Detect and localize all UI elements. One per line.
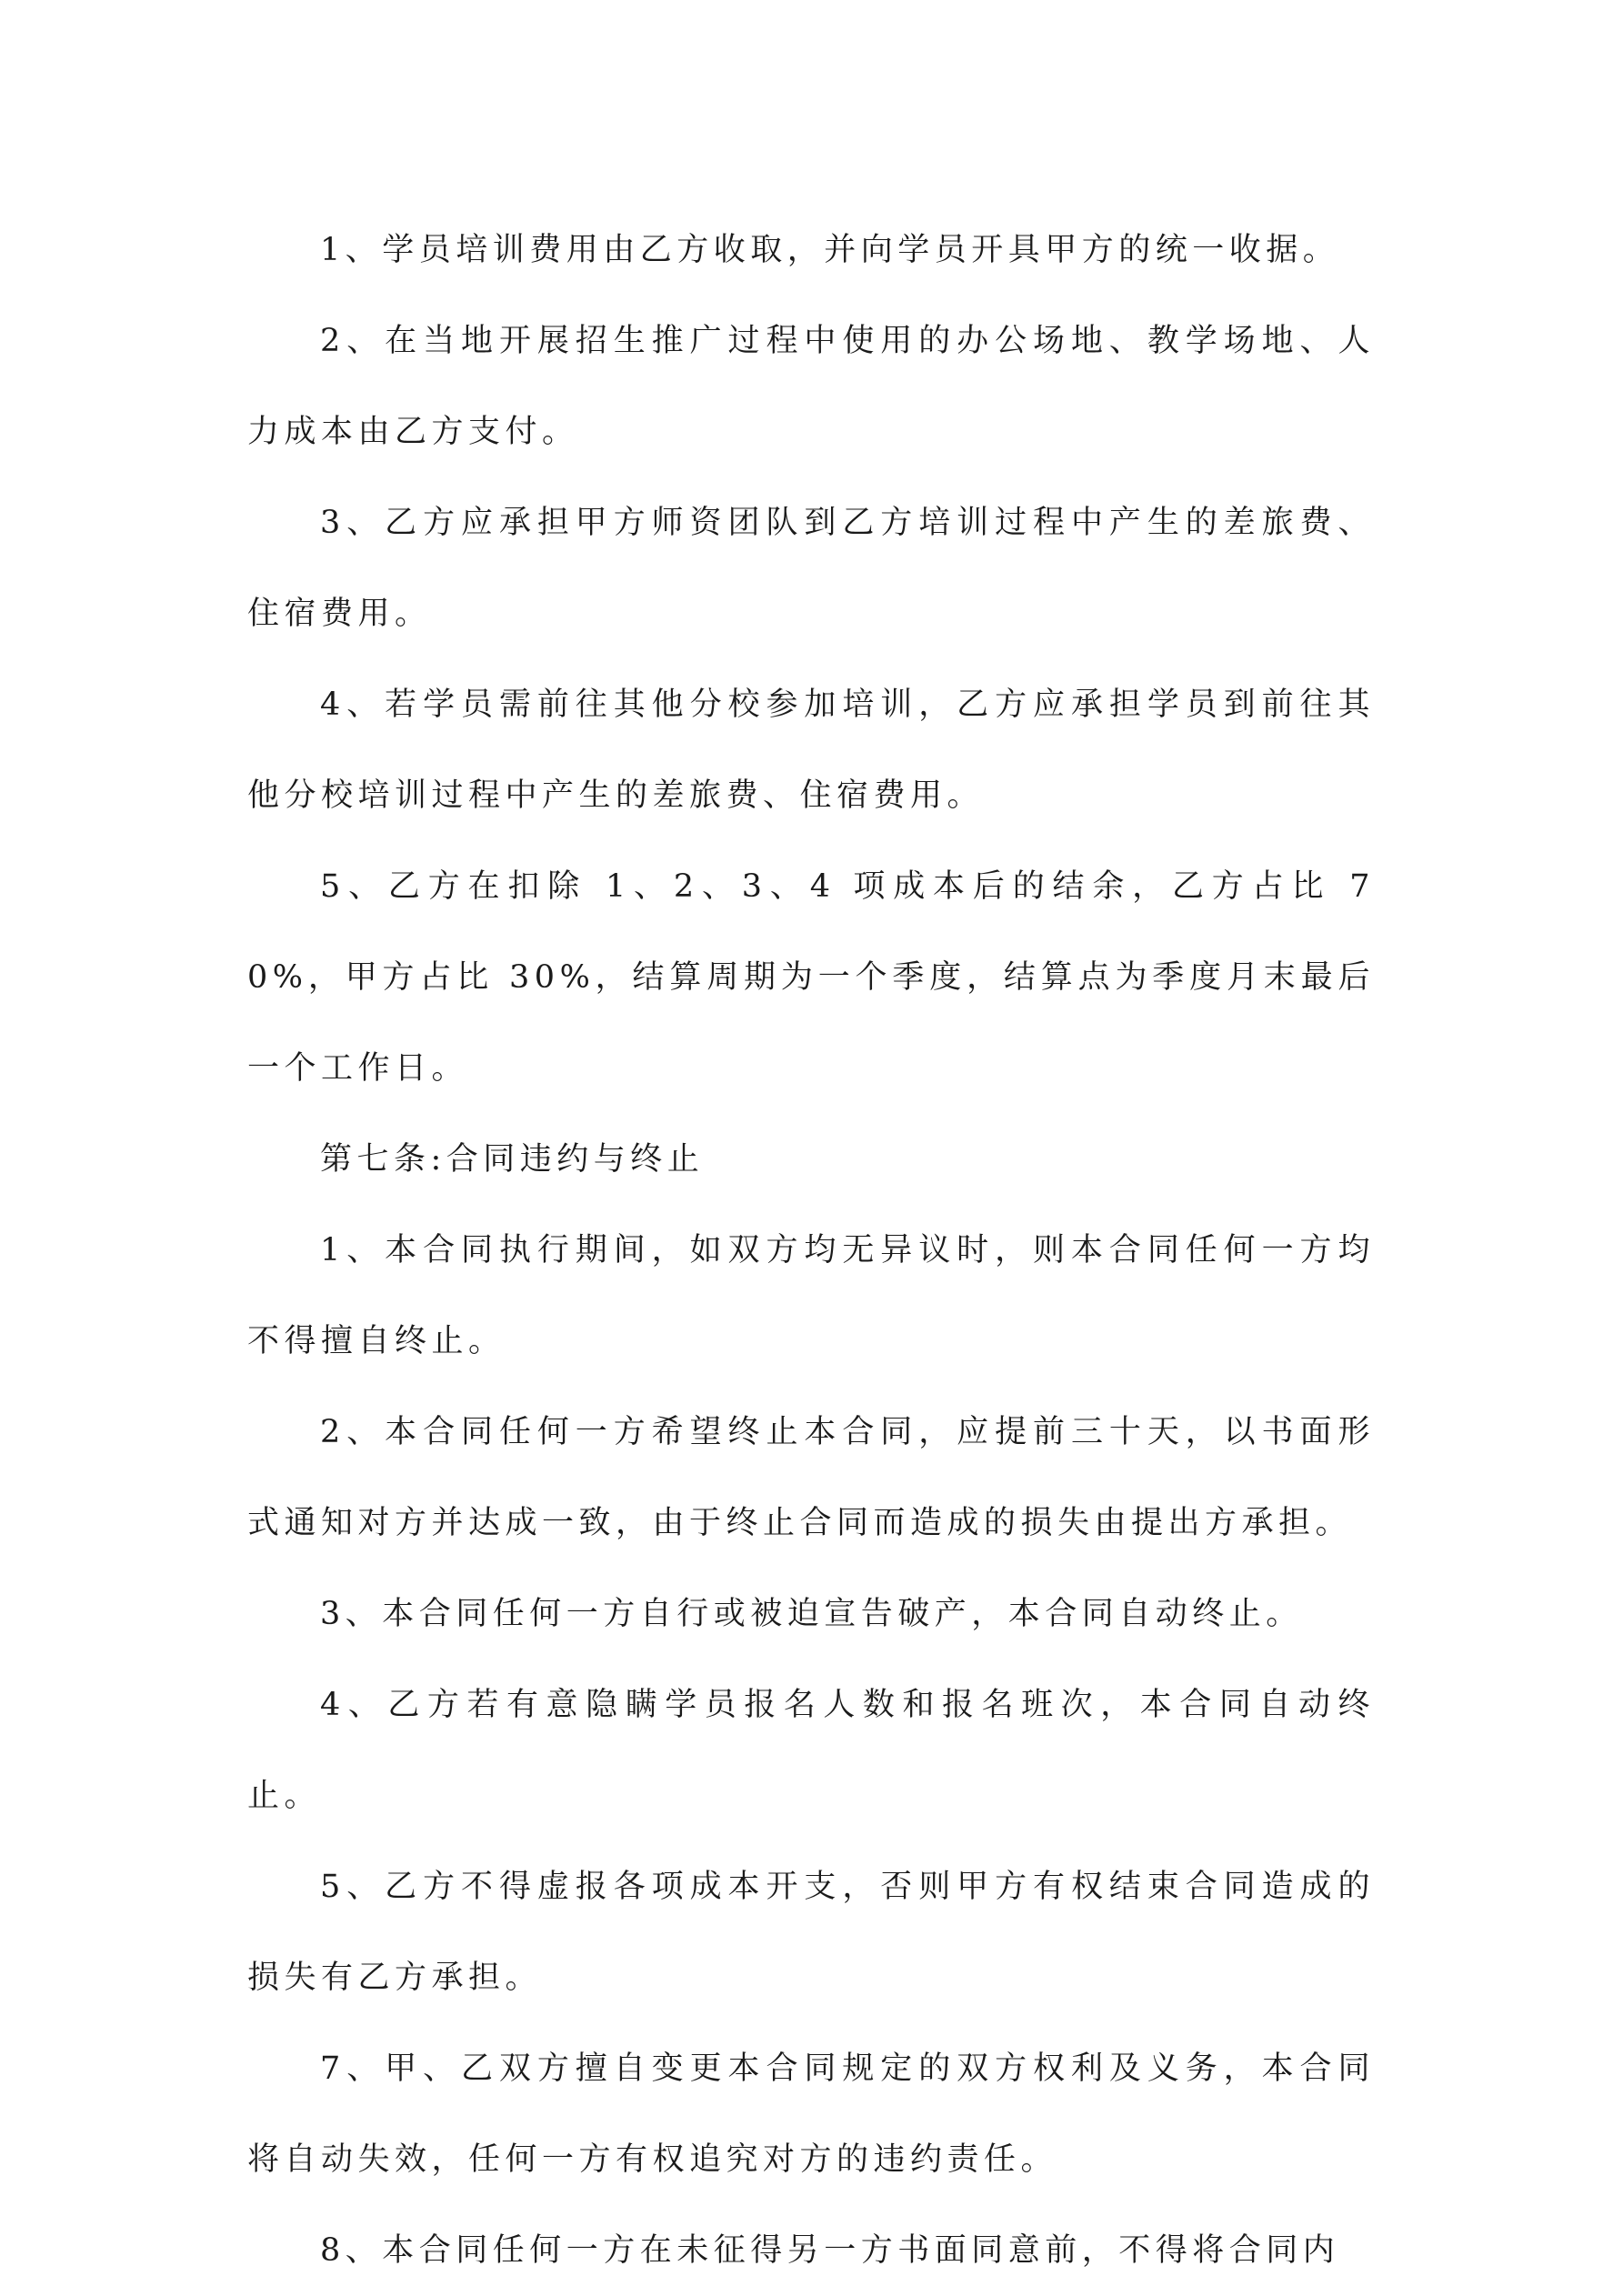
clause-assignment: 8、本合同任何一方在未征得另一方书面同意前，不得将合同内 [320, 2232, 1340, 2269]
clause-concealment: 4、乙方若有意隐瞒学员报名人数和报名班次，本合同自动终止。 [247, 1687, 1375, 1814]
document-body [247, 205, 1375, 2296]
clause-unilateral-change: 7、甲、乙双方擅自变更本合同规定的双方权利及义务，本合同将自动失效，任何一方有权追究对方的违约责任。 [247, 2050, 1375, 2178]
clause-fee-collection: 1、学员培训费用由乙方收取，并向学员开具甲方的统一收据。 [320, 232, 1340, 268]
clause-teacher-travel: 3、乙方应承担甲方师资团队到乙方培训过程中产生的差旅费、住宿费用。 [247, 505, 1375, 632]
clause-student-travel: 4、若学员需前往其他分校参加培训，乙方应承担学员到前往其他分校培训过程中产生的差旅费、住宿费用。 [247, 687, 1375, 814]
clause-local-costs: 2、在当地开展招生推广过程中使用的办公场地、教学场地、人力成本由乙方支付。 [247, 323, 1375, 450]
clause-no-termination: 1、本合同执行期间，如双方均无异议时，则本合同任何一方均不得擅自终止。 [247, 1232, 1375, 1359]
clause-profit-split: 5、乙方在扣除 1、2、3、4 项成本后的结余，乙方占比 70%，甲方占比 30%，结算周期为一个季度，结算点为季度月末最后一个工作日。 [247, 868, 1375, 1087]
section-heading-article-7: 第七条:合同违约与终止 [320, 1141, 705, 1178]
clause-bankruptcy: 3、本合同任何一方自行或被迫宣告破产，本合同自动终止。 [320, 1596, 1303, 1632]
clause-false-costs: 5、乙方不得虚报各项成本开支，否则甲方有权结束合同造成的损失有乙方承担。 [247, 1869, 1375, 1996]
clause-notice-termination: 2、本合同任何一方希望终止本合同，应提前三十天，以书面形式通知对方并达成一致，由于终止合同而造成的损失由提出方承担。 [247, 1414, 1375, 1541]
